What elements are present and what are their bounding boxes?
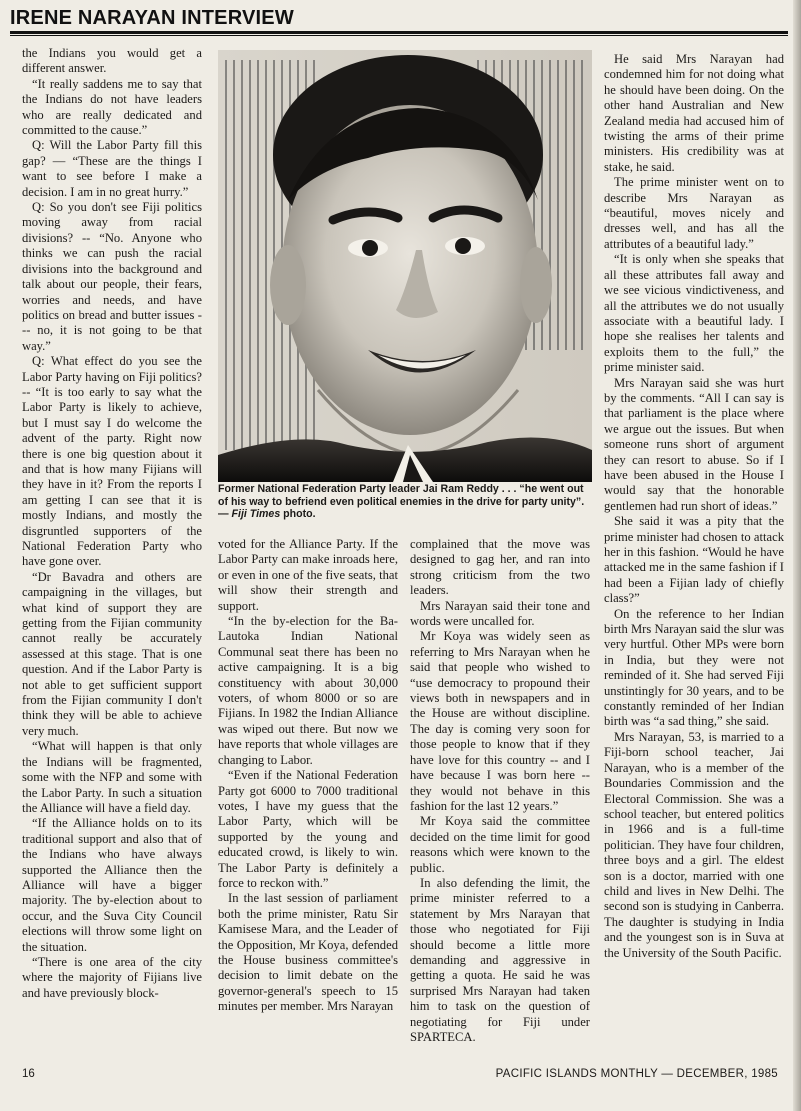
paragraph: “In the by-election for the Ba-Lautoka Indian National Communal seat there has been no active campaigning. It is a big constituency with about 30,000 voters, of whom 8000 or so are Fijians. In 1982 the Indian Alliance was wiped out there. But now we have reports that whole villages are changing to Labor. [218, 614, 398, 767]
page-header [10, 6, 788, 32]
article-column-3 [410, 537, 590, 1047]
paragraph: He said Mrs Narayan had condemned him for not doing what he should have been doing. On the other hand Australian and New Zealand media had accused him of twisting the arms of their prime ministers. His credibility was at stake, he said. [604, 52, 784, 174]
article-column-4 [604, 52, 784, 1048]
paragraph: Q: What effect do you see the Labor Party having on Fiji politics? -- “It is too early to say what the Labor Party is likely to achieve, but I must say I do welcome the advent of the party. Right now there is one big question about it and that is how many Fijians will they have in it? From the reports I am getting I can see that it is mostly Indians, and mostly the disgruntled supporters of the National Federation Party who have gone over. [22, 354, 202, 569]
paragraph: “It really saddens me to say that the Indians do not have leaders who are really dedicated and committed to the cause.” [22, 76, 202, 138]
header-rule-thick [10, 31, 788, 34]
paragraph: the Indians you would get a different answer. [22, 46, 202, 76]
header-title: IRENE NARAYAN INTERVIEW [10, 7, 294, 29]
paragraph: voted for the Alliance Party. If the Labor Party can make inroads here, or even in one of the five seats, that will show their strength and support. [218, 537, 398, 613]
page-footer [22, 1068, 778, 1086]
paragraph: She said it was a pity that the prime minister had chosen to attack her in this fashion. “Would he have attacked me in the same fashion if I had been a Fijian lady of chiefly class?” [604, 514, 784, 606]
paragraph: “Even if the National Federation Party got 6000 to 7000 traditional votes, I have my guess that the Labor Party, which will be supported by the young and educated crowd, is likely to win. The Labor Party is definitely a force to reckon with.” [218, 768, 398, 890]
paragraph: Mrs Narayan, 53, is married to a Fiji-born school teacher, Jai Narayan, who is a member of the Boundaries Commission and the Electoral Commission. She was a school teacher, but entered politics in 1966 and is a full-time politician. They have four children, three boys and a girl. The eldest son is a doctor, married with one child and lives in New Delhi. The second son is studying in Canberra. The daughter is studying in India and the youngest son is in Suva at the University of the South Pacific. [604, 729, 784, 960]
caption-suffix: photo. [280, 508, 316, 521]
paragraph: On the reference to her Indian birth Mrs Narayan said the slur was very hurtful. Other MPs were born in India, but they were not reminded of it. She had served Fiji unstintingly for 30 years, and to be constantly reminded of her Indian birth was “a sad thing,” she said. [604, 606, 784, 729]
paragraph: “If the Alliance holds on to its traditional support and also that of the Indians who have always supported the Alliance then the Alliance will have a bigger majority. The by-election about to occur, and the Suva City Council elections will throw some light on the situation. [22, 816, 202, 954]
caption-credit: Fiji Times [231, 508, 281, 521]
paragraph: Q: Will the Labor Party fill this gap? — “These are the things I want to see before I make a decision. I am in no great hurry.” [22, 138, 202, 199]
publication-title: PACIFIC ISLANDS MONTHLY — DECEMBER, 1985 [495, 1068, 778, 1080]
paragraph: In also defending the limit, the prime minister referred to a statement by Mrs Narayan that those who negotiated for Fiji should become a little more demanding and aggressive in getting a quota. He said he was surprised Mrs Narayan had taken him to task on the question of negotiating for Fiji under SPARTECA. [410, 875, 590, 1044]
paragraph: Mrs Narayan said their tone and words were uncalled for. [410, 598, 590, 629]
page-number: 16 [22, 1068, 35, 1080]
article-column-1 [22, 46, 202, 1062]
paragraph: “It is only when she speaks that all these attributes fall away and we see vicious vindictiveness, and all the attributes we do not usually associate with a beautiful lady. I hope she realises her talents and exploits them to the full,” the prime minister said. [604, 252, 784, 375]
paragraph: “What will happen is that only the Indians will be fragmented, some with the NFP and some with the Labor Party. In such a situation the Alliance will have a field day. [22, 739, 202, 815]
portrait-photo [218, 50, 592, 482]
article-column-2 [218, 537, 398, 1047]
paragraph: “Dr Bavadra and others are campaigning in the villages, but what kind of support they are getting from the Fijian community cannot really be accurately assessed at this stage. That is one question. And if the Labor Party is not able to get sufficient support from the Fijian community I don't think they will be able to achieve very much. [22, 569, 202, 738]
page-edge-shadow [793, 0, 801, 1111]
header-rule-thin [10, 35, 788, 36]
paragraph: Mr Koya was widely seen as referring to Mrs Narayan when he said that people who wished to “use democracy to propound their views both in newspapers and in the House are without discipline. The day is coming very soon for those people to know that if they have love for this country -- and I have because I was born here -- they would not behave in this fashion for the last 12 years.” [410, 629, 590, 813]
paragraph: Q: So you don't see Fiji politics moving away from racial divisions? -- “No. Anyone who thinks we can push the racial divisions into the background and talk about our people, their fears, worries and needs, and have politics on bread and butter issues --- no, it is not going to be that way.” [22, 200, 202, 353]
photo-caption [218, 483, 592, 521]
paragraph: In the last session of parliament both the prime minister, Ratu Sir Kamisese Mara, and the Leader of the Opposition, Mr Koya, defended the House business committee's decision to limit debate on the governor-general's speech to 15 minutes per member. Mrs Narayan [218, 891, 398, 1014]
paragraph: Mr Koya said the committee decided on the time limit for good reasons which were known to the public. [410, 814, 590, 875]
paragraph: Mrs Narayan said she was hurt by the comments. “All I can say is that parliament is the place where we argue out the issues. But when someone runs short of argument they can resort to abuse. So if I have been abused in the House I would say that the honorable gentlemen had run short of ideas.” [604, 375, 784, 513]
paragraph: The prime minister went on to describe Mrs Narayan as “beautiful, moves nicely and dresses well, and has all the attributes of a beautiful lady.” [604, 175, 784, 251]
caption-text: Former National Federation Party leader Jai Ram Reddy . . . “he went out of his way to befriend even political enemies in the drive for party unity”. — [218, 483, 585, 521]
paragraph: complained that the move was designed to gag her, and ran into strong criticism from the two leaders. [410, 537, 590, 598]
paragraph: “There is one area of the city where the majority of Fijians live and have previously block- [22, 954, 202, 1000]
